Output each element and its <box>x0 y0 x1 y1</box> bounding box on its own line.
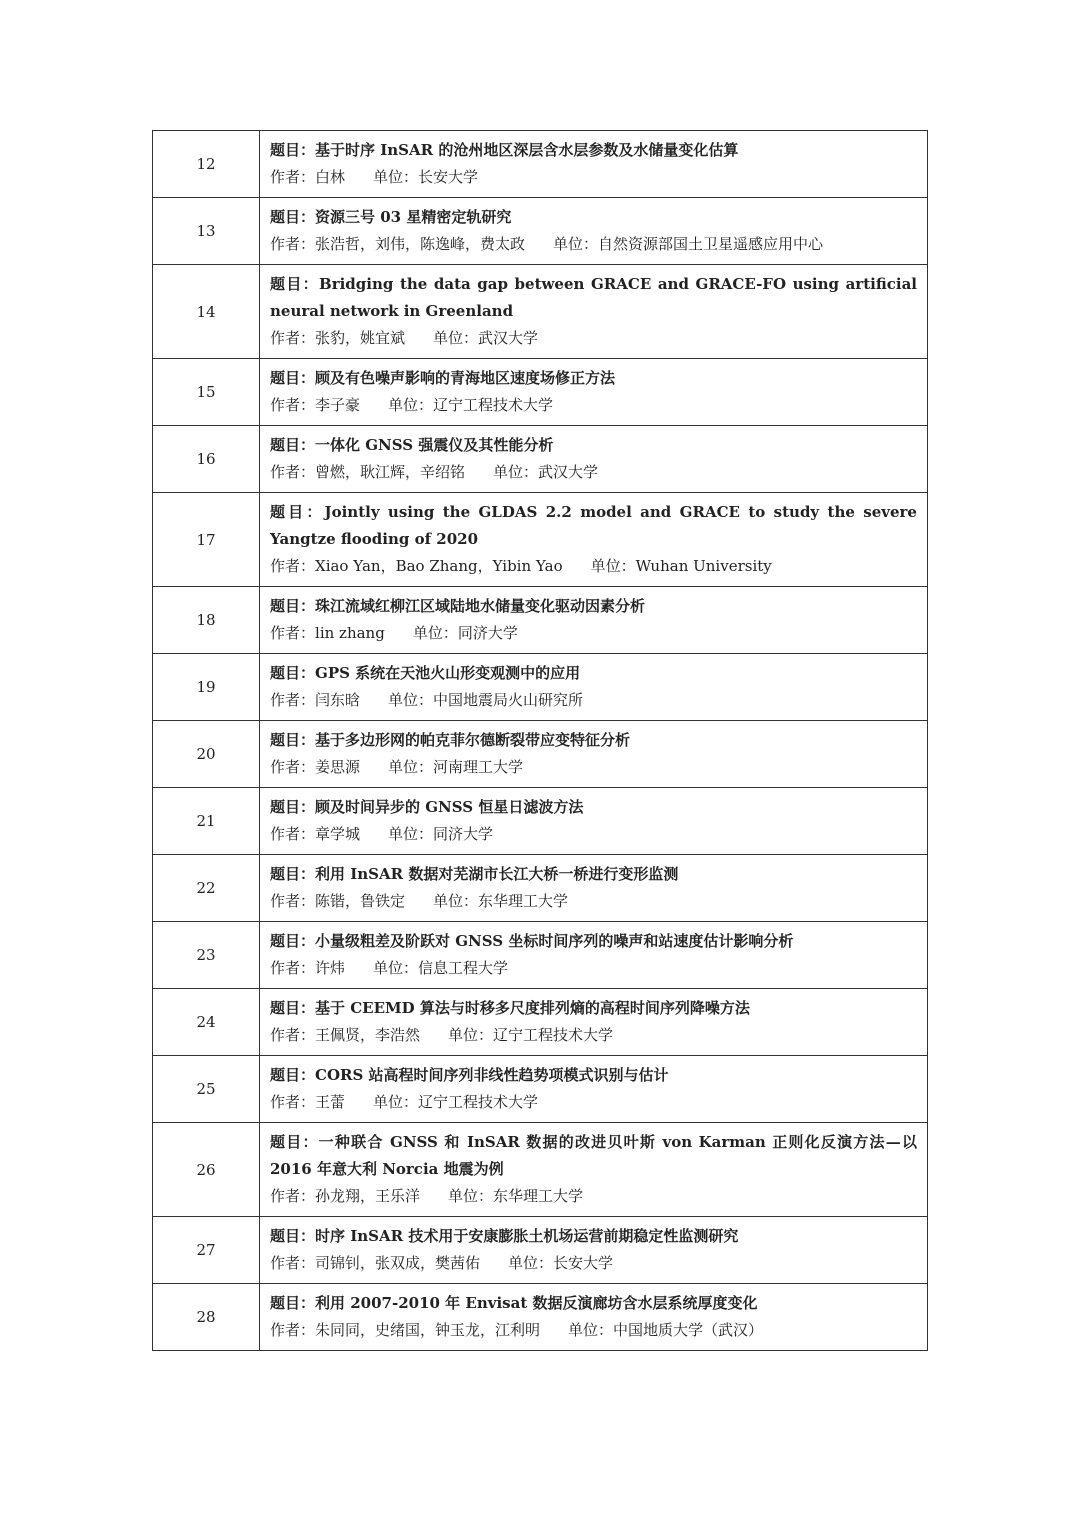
paper-meta-line <box>270 392 917 419</box>
paper-meta-line <box>270 164 917 191</box>
paper-affiliation: 武汉大学 <box>538 463 599 481</box>
paper-title: 基于多边形网的帕克菲尔德断裂带应变特征分析 <box>315 731 631 749</box>
paper-title: 资源三号 03 星精密定轨研究 <box>315 208 512 226</box>
paper-affiliation: 同济大学 <box>457 624 518 642</box>
author-label: 作者： <box>270 1026 316 1044</box>
author-label: 作者： <box>270 235 316 253</box>
author-label: 作者： <box>270 959 316 977</box>
title-label: 题目： <box>270 731 316 749</box>
title-label: 题目： <box>270 865 316 883</box>
paper-title: 利用 2007-2010 年 Envisat 数据反演廊坊含水层系统厚度变化 <box>315 1294 758 1312</box>
row-number: 23 <box>153 922 260 989</box>
affiliation-label: 单位： <box>508 1254 554 1272</box>
paper-authors: 姜思源 <box>315 758 361 776</box>
paper-title: 时序 InSAR 技术用于安康膨胀土机场运营前期稳定性监测研究 <box>315 1227 739 1245</box>
paper-affiliation: 同济大学 <box>433 825 494 843</box>
author-label: 作者： <box>270 1093 316 1111</box>
table-row <box>153 359 928 426</box>
title-label: 题目： <box>270 1133 319 1151</box>
paper-authors: 闫东晗 <box>315 691 361 709</box>
paper-affiliation: 河南理工大学 <box>433 758 524 776</box>
paper-title: 一种联合 GNSS 和 InSAR 数据的改进贝叶斯 von Karman 正则化反演方法—以 2016 年意大利 Norcia 地震为例 <box>270 1133 917 1178</box>
paper-authors: 许炜 <box>315 959 346 977</box>
paper-meta-line <box>270 955 917 982</box>
title-label: 题目： <box>270 275 320 293</box>
affiliation-label: 单位： <box>388 825 434 843</box>
affiliation-label: 单位： <box>373 1093 419 1111</box>
paper-title: 珠江流域红柳江区域陆地水储量变化驱动因素分析 <box>315 597 646 615</box>
affiliation-label: 单位： <box>373 959 419 977</box>
title-label: 题目： <box>270 932 316 950</box>
paper-meta-line <box>270 821 917 848</box>
paper-authors: 王佩贤，李浩然 <box>315 1026 421 1044</box>
paper-affiliation: 东华理工大学 <box>493 1187 584 1205</box>
table-row <box>153 426 928 493</box>
table-row <box>153 1056 928 1123</box>
affiliation-label: 单位： <box>568 1321 614 1339</box>
table-row <box>153 989 928 1056</box>
paper-title: Bridging the data gap between GRACE and GRACE-FO using artificial neural network in Greenland <box>270 275 917 320</box>
paper-info-cell <box>260 1123 928 1217</box>
row-number: 21 <box>153 788 260 855</box>
author-label: 作者： <box>270 557 316 575</box>
row-number: 19 <box>153 654 260 721</box>
title-label: 题目： <box>270 1294 316 1312</box>
author-label: 作者： <box>270 1321 316 1339</box>
paper-authors: 王蕾 <box>315 1093 346 1111</box>
paper-authors: 张浩哲，刘伟，陈逸峰，费太政 <box>315 235 526 253</box>
paper-title-line <box>270 1129 917 1183</box>
paper-authors: Xiao Yan，Bao Zhang，Yibin Yao <box>315 557 563 575</box>
paper-affiliation: 辽宁工程技术大学 <box>493 1026 614 1044</box>
paper-info-cell <box>260 989 928 1056</box>
paper-affiliation: 武汉大学 <box>478 329 539 347</box>
affiliation-label: 单位： <box>388 396 434 414</box>
title-label: 题目： <box>270 208 316 226</box>
paper-info-cell <box>260 1056 928 1123</box>
paper-title-line <box>270 593 917 620</box>
paper-meta-line <box>270 1089 917 1116</box>
title-label: 题目： <box>270 436 316 454</box>
paper-authors: 白林 <box>315 168 346 186</box>
paper-info-cell <box>260 131 928 198</box>
paper-title-line <box>270 1290 917 1317</box>
paper-meta-line <box>270 325 917 352</box>
paper-meta-line <box>270 620 917 647</box>
paper-meta-line <box>270 1250 917 1277</box>
paper-title: Jointly using the GLDAS 2.2 model and GRACE to study the severe Yangtze flooding of 2020 <box>270 503 917 548</box>
paper-authors: 朱同同，史绪国，钟玉龙，江利明 <box>315 1321 541 1339</box>
paper-meta-line <box>270 754 917 781</box>
row-number: 20 <box>153 721 260 788</box>
paper-affiliation: Wuhan University <box>635 557 772 575</box>
row-number: 26 <box>153 1123 260 1217</box>
table-row <box>153 1123 928 1217</box>
paper-list-table <box>152 130 928 1351</box>
author-label: 作者： <box>270 396 316 414</box>
paper-title-line <box>270 432 917 459</box>
row-number: 18 <box>153 587 260 654</box>
table-row <box>153 587 928 654</box>
paper-title-line <box>270 1062 917 1089</box>
paper-meta-line <box>270 459 917 486</box>
paper-list-body <box>153 131 928 1351</box>
paper-authors: 司锦钊，张双成，樊茜佑 <box>315 1254 481 1272</box>
table-row <box>153 198 928 265</box>
row-number: 24 <box>153 989 260 1056</box>
paper-title-line <box>270 861 917 888</box>
paper-affiliation: 辽宁工程技术大学 <box>418 1093 539 1111</box>
paper-title-line <box>270 660 917 687</box>
table-row <box>153 1284 928 1351</box>
paper-affiliation: 长安大学 <box>553 1254 614 1272</box>
paper-title-line <box>270 365 917 392</box>
title-label: 题目： <box>270 503 325 521</box>
title-label: 题目： <box>270 664 316 682</box>
paper-authors: 张豹，姚宜斌 <box>315 329 406 347</box>
paper-title-line <box>270 137 917 164</box>
paper-info-cell <box>260 654 928 721</box>
paper-info-cell <box>260 426 928 493</box>
affiliation-label: 单位： <box>433 892 479 910</box>
affiliation-label: 单位： <box>433 329 479 347</box>
paper-authors: 李子豪 <box>315 396 361 414</box>
paper-authors: lin zhang <box>315 624 385 642</box>
author-label: 作者： <box>270 758 316 776</box>
author-label: 作者： <box>270 825 316 843</box>
table-row <box>153 721 928 788</box>
paper-affiliation: 辽宁工程技术大学 <box>433 396 554 414</box>
paper-authors: 孙龙翔，王乐洋 <box>315 1187 421 1205</box>
paper-meta-line <box>270 1183 917 1210</box>
title-label: 题目： <box>270 798 316 816</box>
paper-meta-line <box>270 1022 917 1049</box>
title-label: 题目： <box>270 597 316 615</box>
row-number: 28 <box>153 1284 260 1351</box>
author-label: 作者： <box>270 329 316 347</box>
title-label: 题目： <box>270 141 316 159</box>
author-label: 作者： <box>270 463 316 481</box>
paper-info-cell <box>260 1217 928 1284</box>
table-row <box>153 855 928 922</box>
table-row <box>153 131 928 198</box>
author-label: 作者： <box>270 1187 316 1205</box>
row-number: 13 <box>153 198 260 265</box>
paper-title-line <box>270 727 917 754</box>
paper-info-cell <box>260 1284 928 1351</box>
paper-meta-line <box>270 888 917 915</box>
paper-authors: 章学城 <box>315 825 361 843</box>
title-label: 题目： <box>270 1227 316 1245</box>
paper-title-line <box>270 499 917 553</box>
paper-meta-line <box>270 231 917 258</box>
row-number: 17 <box>153 493 260 587</box>
author-label: 作者： <box>270 168 316 186</box>
paper-info-cell <box>260 922 928 989</box>
table-row <box>153 1217 928 1284</box>
paper-info-cell <box>260 855 928 922</box>
table-row <box>153 265 928 359</box>
paper-affiliation: 中国地质大学（武汉） <box>613 1321 764 1339</box>
paper-info-cell <box>260 198 928 265</box>
table-row <box>153 654 928 721</box>
title-label: 题目： <box>270 1066 316 1084</box>
paper-info-cell <box>260 587 928 654</box>
author-label: 作者： <box>270 1254 316 1272</box>
paper-title: 小量级粗差及阶跃对 GNSS 坐标时间序列的噪声和站速度估计影响分析 <box>315 932 794 950</box>
paper-info-cell <box>260 359 928 426</box>
paper-title: 基于时序 InSAR 的沧州地区深层含水层参数及水储量变化估算 <box>315 141 739 159</box>
row-number: 27 <box>153 1217 260 1284</box>
row-number: 14 <box>153 265 260 359</box>
affiliation-label: 单位： <box>388 691 434 709</box>
title-label: 题目： <box>270 999 316 1017</box>
paper-title-line <box>270 1223 917 1250</box>
paper-affiliation: 东华理工大学 <box>478 892 569 910</box>
paper-affiliation: 自然资源部国土卫星遥感应用中心 <box>598 235 824 253</box>
paper-title-line <box>270 995 917 1022</box>
row-number: 16 <box>153 426 260 493</box>
paper-info-cell <box>260 721 928 788</box>
author-label: 作者： <box>270 892 316 910</box>
affiliation-label: 单位： <box>448 1187 494 1205</box>
paper-title: GPS 系统在天池火山形变观测中的应用 <box>315 664 581 682</box>
row-number: 12 <box>153 131 260 198</box>
paper-meta-line <box>270 1317 917 1344</box>
row-number: 25 <box>153 1056 260 1123</box>
paper-title: 一体化 GNSS 强震仪及其性能分析 <box>315 436 554 454</box>
paper-title: 顾及有色噪声影响的青海地区速度场修正方法 <box>315 369 616 387</box>
paper-title: 利用 InSAR 数据对芜湖市长江大桥一桥进行变形监测 <box>315 865 679 883</box>
author-label: 作者： <box>270 624 316 642</box>
affiliation-label: 单位： <box>412 624 458 642</box>
paper-title: 顾及时间异步的 GNSS 恒星日滤波方法 <box>315 798 584 816</box>
table-row <box>153 788 928 855</box>
paper-authors: 曾燃，耿江辉，辛绍铭 <box>315 463 466 481</box>
table-row <box>153 922 928 989</box>
affiliation-label: 单位： <box>388 758 434 776</box>
affiliation-label: 单位： <box>553 235 599 253</box>
paper-meta-line <box>270 553 917 580</box>
paper-title: CORS 站高程时间序列非线性趋势项模式识别与估计 <box>315 1066 669 1084</box>
affiliation-label: 单位： <box>448 1026 494 1044</box>
paper-meta-line <box>270 687 917 714</box>
paper-title: 基于 CEEMD 算法与时移多尺度排列熵的高程时间序列降噪方法 <box>315 999 750 1017</box>
paper-title-line <box>270 928 917 955</box>
title-label: 题目： <box>270 369 316 387</box>
paper-authors: 陈锴，鲁铁定 <box>315 892 406 910</box>
table-row <box>153 493 928 587</box>
paper-title-line <box>270 271 917 325</box>
paper-affiliation: 中国地震局火山研究所 <box>433 691 584 709</box>
paper-info-cell <box>260 493 928 587</box>
paper-title-line <box>270 204 917 231</box>
paper-affiliation: 长安大学 <box>418 168 479 186</box>
paper-affiliation: 信息工程大学 <box>418 959 509 977</box>
paper-info-cell <box>260 788 928 855</box>
paper-title-line <box>270 794 917 821</box>
author-label: 作者： <box>270 691 316 709</box>
row-number: 15 <box>153 359 260 426</box>
row-number: 22 <box>153 855 260 922</box>
paper-info-cell <box>260 265 928 359</box>
affiliation-label: 单位： <box>493 463 539 481</box>
affiliation-label: 单位： <box>590 557 636 575</box>
affiliation-label: 单位： <box>373 168 419 186</box>
